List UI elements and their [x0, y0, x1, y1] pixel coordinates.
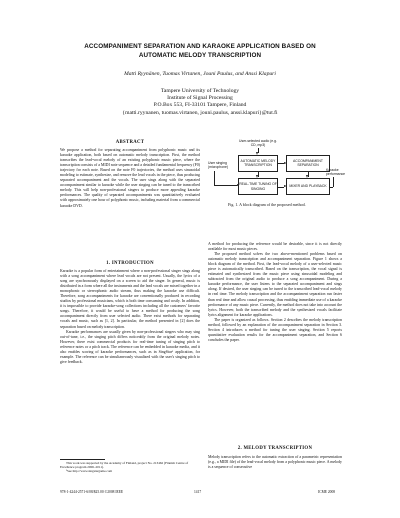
page-number: 1417	[194, 490, 202, 494]
paper-title	[0, 42, 400, 60]
footnote-funding: This work was supported by the Academy of Finland, project No. 213462 (Finnish Centre of Excellence program 2006–2011).	[60, 461, 189, 470]
figure-label-karaoke-performance: Karaoke performance	[326, 168, 346, 177]
intro-body	[60, 269, 200, 365]
figure-label-user-audio: User-selected audio (e.g. CD, mp3)	[239, 139, 277, 148]
box-melody-transcription: AUTOMATIC MELODY TRANSCRIPTION	[238, 155, 278, 172]
footnotes	[60, 461, 200, 474]
venue: ICME 2008	[318, 490, 336, 494]
right-paragraph-2: The proposed method solves the two above-mentioned problems based on automatic melody transcription and accompaniment separation. Figure 1 shows a block diagram of the method. First, the lead-vocal melody of a user-selected music piece is automatically transcribed. Based on the transcription, the vocal signal is estimated and synthesized from the music piece using sinusoidal modeling and subtracted from the original audio to produce a song accompaniment. During a karaoke performance, the user listens to the separated accompaniment and sings along. If desired, the user singing can be tuned to the transcribed lead-vocal melody in real time. The melody transcription and the accompaniment separation run faster than real time and allow causal processing, thus enabling immediate use of a karaoke performance of any music piece. Currently, the method does not take into account the lyrics. However, both the transcribed melody and the synthesized vocals facilitate lyrics alignment for karaoke applications.	[208, 252, 342, 317]
paper-authors: Matti Ryynänen, Tuomas Virtanen, Jouni Paulus, and Anssi Klapuri	[124, 71, 276, 77]
intro-paragraph-1: Karaoke is a popular form of entertainment where a non-professional singer sings along with a song accompaniment where lead vocals are not present. Usually, the lyrics of a song are synchronously displayed on a screen to aid the singer. In general, music is distributed in a form where all the instruments and the lead vocals are mixed together in a monophonic or stereophonic audio stream, thus making the karaoke use difficult. Therefore, song accompaniments for karaoke are conventionally produced in recording studios by professional musicians, which is both time consuming and costly. In addition, it is impossible to provide karaoke-song collections including all the customers' favorite songs. Therefore, it would be useful to have a method for producing the song accompaniment directly from user selected audio. There exist methods for separating vocals and music, such as [1, 2]. In particular, the method presented in [2] does the separation based on melody transcription.	[60, 269, 200, 329]
paper-title-line2: AUTOMATIC MELODY TRANSCRIPTION	[138, 52, 262, 59]
affiliation-line2: Institute of Signal Processing	[167, 95, 233, 102]
affiliation-line1: Tampere University of Technology	[160, 88, 240, 94]
figure-caption: Fig. 1. A block diagram of the proposed method.	[228, 202, 306, 207]
section2-paragraph-1: Melody transcription refers to the automatic extraction of a parametric representation (e.g., a MIDI file) of the lead-vocal melody from a polyphonic music piece. A melody is a sequence of consecutive	[208, 455, 342, 470]
abstract-heading: ABSTRACT	[115, 140, 145, 145]
section2-body	[208, 455, 342, 470]
box-mixer-playback: MIXER AND PLAYBACK	[286, 178, 330, 195]
box-accompaniment-separation: ACCOMPANIMENT SEPARATION	[286, 155, 330, 172]
right-column-body	[208, 242, 342, 343]
paper-title-line1: ACCOMPANIMENT SEPARATION AND KARAOKE APPLICATION BASED ON	[84, 43, 316, 50]
intro-heading: 1. INTRODUCTION	[106, 261, 154, 266]
isbn-line: 978-1-4244-2571-6/08/$25.00 ©2008 IEEE	[60, 490, 124, 494]
right-paragraph-3: The paper is organized as follows. Section 2 describes the melody transcription method, followed by an explanation of the accompaniment separation in Section 3. Section 4 introduces a method for tuning the user singing. Section 5 reports quantitative evaluation results for the accompaniment separation, and Section 6 concludes the paper.	[208, 317, 342, 342]
intro-paragraph-2: Karaoke performances are usually given by non-professional singers who may sing out-of-tune, i.e., the singing pitch differs noticeably from the original melody notes. However, there exist commercial products for real-time tuning of singing pitch to reference notes or a pitch track. The reference can be embedded in karaoke media, and it also enables scoring of karaoke performances, such as in SingStar¹ application, for example. The reference can be simultaneously visualized with the user's singing pitch to give feedback.	[60, 329, 200, 364]
affiliation-line4: {matti.ryynanen, tuomas.virtanen, jouni.paulus, anssi.klapuri}@tut.fi	[122, 109, 278, 116]
affiliation	[0, 88, 400, 117]
arrowhead-separation	[284, 162, 287, 164]
arrowhead-separation-mixer	[306, 175, 308, 178]
arrow-singing-tuning	[214, 185, 237, 186]
abstract-body	[60, 148, 200, 209]
abstract-text: We propose a method for separating accompaniment from polyphonic music and its karaoke application, both based on automatic melody transcription. First, the method transcribes the lead-vocal melody of an existing polyphonic music piece, where the transcription consists of a MIDI note sequence and a detailed fundamental frequency (F0) trajectory for each note. Based on the note F0 trajectories, the method uses sinusoidal modeling to estimate, synthesize, and remove the lead vocals in the piece, thus producing separated accompaniment and the vocals. The user sings along with the separated accompaniment similar to karaoke while the user singing can be tuned to the transcribed melody. This will help non-professional singers to produce more appealing karaoke performances. The quality of separated accompaniments was quantitatively evaluated with approximately one hour of polyphonic music, including material from a commercial karaoke DVD.	[60, 148, 200, 208]
box-realtime-tuning: REAL-TIME TUNING OF SINGING	[238, 178, 278, 195]
section2-heading: 2. MELODY TRANSCRIPTION	[237, 446, 313, 451]
line-out-up	[333, 177, 334, 187]
figure-block-diagram	[208, 139, 346, 221]
right-paragraph-1: A method for producing the reference would be desirable, since it is not directly available for most music pieces.	[208, 242, 342, 252]
footnote-url: ¹See http://www.singstargame.com	[66, 469, 113, 474]
arrowhead-mixer	[284, 185, 287, 187]
affiliation-line3: P.O.Box 553, FI-33101 Tampere, Finland	[153, 102, 247, 109]
figure-label-user-singing: User singing (microphone)	[208, 161, 228, 170]
line-singing-down	[214, 171, 215, 185]
